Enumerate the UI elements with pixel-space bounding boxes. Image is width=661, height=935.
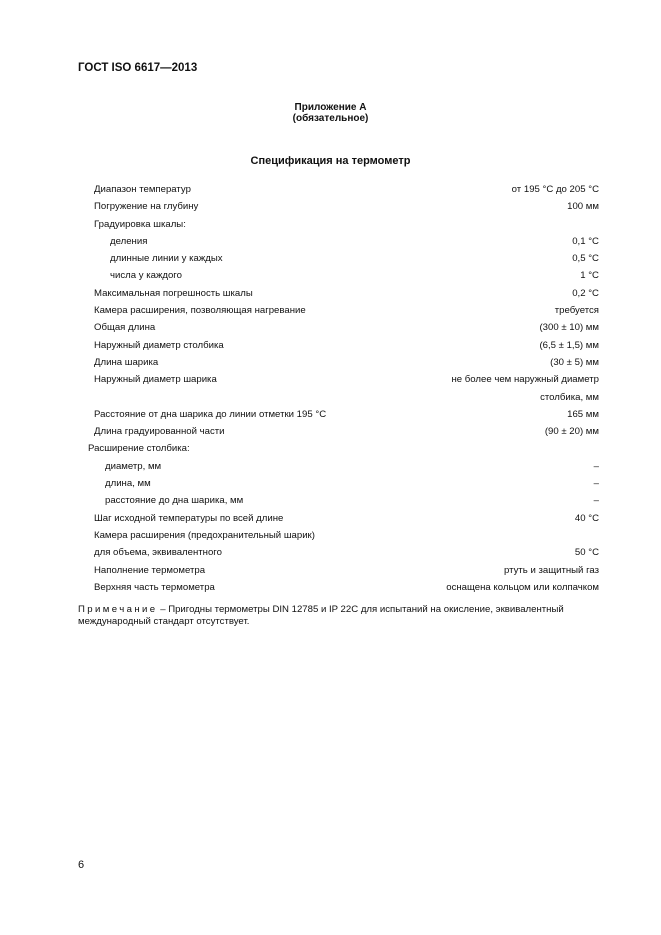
spec-row: [0, 492, 661, 509]
spec-value: (300 ± 10) мм: [539, 322, 599, 334]
spec-label: Верхняя часть термометра: [94, 581, 215, 593]
note-prefix: Примечание: [78, 604, 158, 615]
spec-row: [0, 406, 661, 423]
spec-label: деления: [110, 235, 148, 247]
spec-value: (90 ± 20) мм: [544, 426, 599, 438]
spec-label: Максимальная погрешность шкалы: [94, 287, 253, 299]
spec-label: диаметр, мм: [105, 460, 162, 472]
spec-value: –: [593, 478, 599, 490]
spec-row: [0, 285, 661, 302]
annex-type: (обязательное): [292, 113, 369, 124]
spec-value: 0,1 °С: [572, 235, 599, 247]
spec-value: 50 °С: [574, 547, 599, 559]
spec-label: Длина градуированной части: [94, 426, 225, 438]
spec-label: Расстояние от дна шарика до линии отметки 195 °С: [94, 408, 327, 420]
spec-row: [0, 337, 661, 354]
spec-row: [0, 302, 661, 319]
spec-label: расстояние до дна шарика, мм: [105, 495, 244, 507]
spec-label: Расширение столбика:: [88, 443, 190, 455]
spec-table: [0, 181, 661, 596]
note-text: – Пригодны термометры DIN 12785 и IP 22C для испытаний на окисление, эквивалентный международный стандарт отсутствует.: [78, 604, 564, 627]
annex-title: Приложение А: [294, 102, 367, 113]
spec-value: 40 °С: [574, 512, 599, 524]
spec-value: –: [593, 495, 599, 507]
spec-row: [0, 475, 661, 492]
spec-value: оснащена кольцом или колпачком: [446, 581, 599, 593]
spec-value: 165 мм: [567, 408, 599, 420]
spec-value: 100 мм: [567, 201, 599, 213]
spec-row: [0, 181, 661, 198]
spec-label: длина, мм: [105, 478, 151, 490]
spec-label: Камера расширения (предохранительный шарик): [94, 529, 315, 541]
spec-label: Шаг исходной температуры по всей длине: [94, 512, 284, 524]
spec-row: [0, 267, 661, 284]
spec-value: 1 °С: [580, 270, 599, 282]
spec-label: Длина шарика: [94, 356, 159, 368]
spec-value: ртуть и защитный газ: [503, 564, 599, 576]
spec-row: [0, 510, 661, 527]
spec-label: длинные линии у каждых: [110, 253, 223, 265]
spec-row: [0, 562, 661, 579]
spec-value: 0,5 °С: [572, 253, 599, 265]
document-header: ГОСТ ISO 6617—2013: [78, 62, 198, 74]
section-title: Спецификация на термометр: [250, 155, 411, 167]
spec-row: [0, 440, 661, 457]
spec-row: [0, 423, 661, 440]
spec-value: 0,2 °С: [572, 287, 599, 299]
spec-label: Погружение на глубину: [94, 201, 199, 213]
spec-label: для объема, эквивалентного: [94, 547, 222, 559]
spec-value: –: [593, 460, 599, 472]
spec-label: Градуировка шкалы:: [94, 218, 186, 230]
note: [78, 604, 603, 628]
page-number: 6: [78, 859, 85, 871]
spec-label: Наполнение термометра: [94, 564, 206, 576]
spec-label: Наружный диаметр шарика: [94, 374, 217, 386]
spec-label: Камера расширения, позволяющая нагревание: [94, 305, 306, 317]
spec-value: столбика, мм: [540, 391, 599, 403]
spec-row: [0, 389, 661, 406]
spec-label: Диапазон температур: [94, 184, 191, 195]
spec-value: (6,5 ± 1,5) мм: [539, 339, 599, 351]
spec-row: [0, 216, 661, 233]
spec-row: [0, 233, 661, 250]
spec-row: [0, 354, 661, 371]
spec-row: [0, 198, 661, 215]
annex-heading: [0, 102, 661, 124]
spec-value: не более чем наружный диаметр: [451, 374, 599, 386]
spec-label: числа у каждого: [110, 270, 182, 282]
spec-row: [0, 319, 661, 336]
spec-value: (30 ± 5) мм: [550, 356, 599, 368]
spec-value: требуется: [554, 305, 599, 317]
spec-row: [0, 458, 661, 475]
spec-row: [0, 250, 661, 267]
spec-row: [0, 579, 661, 596]
spec-row: [0, 544, 661, 561]
spec-value: от 195 °С до 205 °С: [511, 184, 599, 195]
spec-row: [0, 371, 661, 388]
spec-label: Общая длина: [94, 322, 156, 334]
spec-row: [0, 527, 661, 544]
spec-label: Наружный диаметр столбика: [94, 339, 224, 351]
